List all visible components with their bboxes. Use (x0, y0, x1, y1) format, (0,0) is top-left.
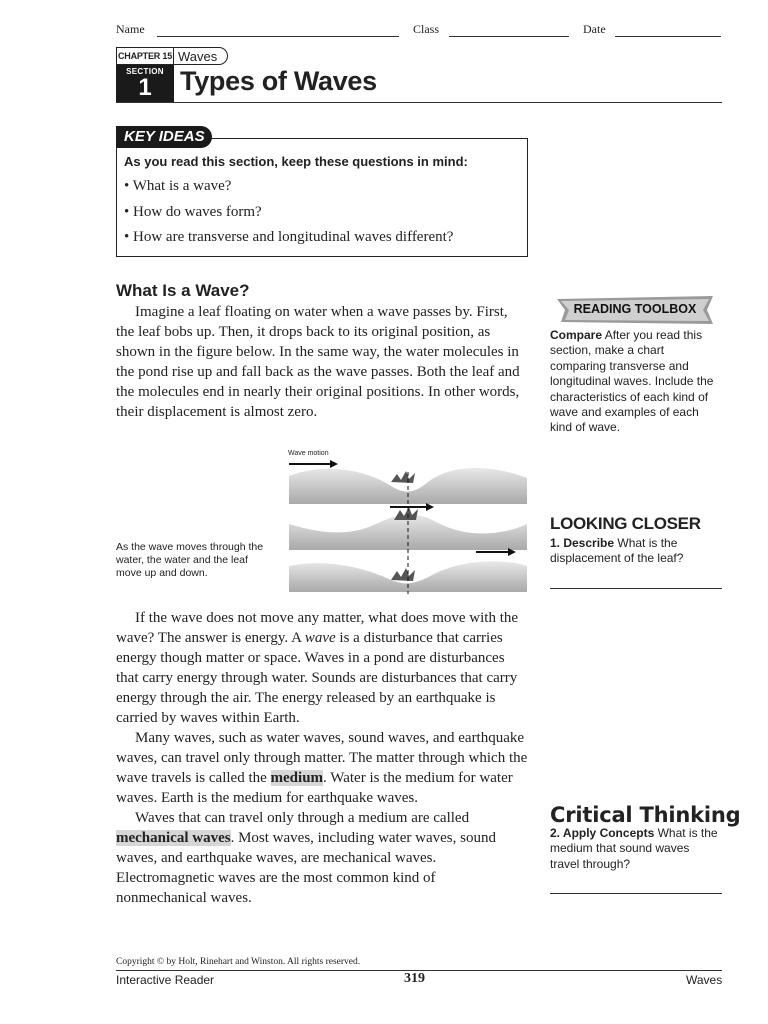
critical-thinking-heading: Critical Thinking (550, 803, 741, 827)
critical-thinking-question (550, 826, 722, 872)
text-run: Waves that can travel only through a medium are called (135, 810, 470, 826)
wave-figure (286, 458, 530, 594)
footer-right: Waves (686, 973, 723, 987)
leaf-icon (394, 507, 418, 520)
footer-left: Interactive Reader (116, 973, 215, 987)
section-badge (116, 65, 174, 103)
text-run: . Water is the medium for water waves. Earth is the medium for earthquake waves. (116, 770, 513, 806)
section-label: SECTION (126, 67, 164, 76)
term-medium: medium (270, 770, 324, 786)
date-label: Date (583, 22, 606, 36)
text-run: is a disturbance that carries energy though matter or space. Waves in a pond are disturbances that carry energy through water. Sounds are disturbances that carry energy through the air. The energy released by an earthquake is carried by waves within Earth. (116, 630, 518, 726)
text-run: . Most waves, including water waves, sound waves, and earthquake waves, are mechanical waves. Electromagnetic waves are the most common kind of nonmechanical waves. (116, 830, 496, 906)
key-ideas-tab: KEY IDEAS (116, 126, 212, 148)
looking-closer-question (550, 536, 722, 567)
text-run: After you read this section, make a chart comparing transverse and longitudinal waves. Include the characteristics of each kind of wave and examples of each kind of wave. (550, 328, 714, 435)
toolbox-text (550, 328, 722, 436)
wave-motion-arrow (289, 460, 338, 468)
paragraph-mechanical (116, 808, 528, 908)
term-wave: wave (304, 630, 336, 646)
leaf-icon (391, 568, 415, 581)
leaf-icon (391, 471, 415, 483)
question-lead: 2. Apply Concepts (550, 826, 655, 840)
key-idea-item: • How do waves form? (124, 204, 262, 220)
figure-caption: As the wave moves through the water, the water and the leaf move up and down. (116, 541, 264, 579)
term-mechanical-waves: mechanical waves (116, 830, 231, 846)
toolbox-lead: Compare (550, 328, 603, 342)
text-run: Many waves, such as water waves, sound waves, and earthquake waves, can travel only through matter. The matter through which the wave travels is called the (116, 730, 528, 786)
name-label: Name (116, 22, 145, 36)
text-run: What is the displacement of the leaf? (550, 536, 684, 566)
intro-paragraph (116, 302, 528, 422)
date-blank[interactable] (615, 36, 721, 37)
title-divider (116, 102, 722, 103)
chapter-topic: Waves (174, 47, 228, 65)
key-ideas-intro: As you read this section, keep these questions in mind: (124, 154, 468, 169)
question-lead: 1. Describe (550, 536, 615, 550)
paragraph-medium (116, 728, 528, 808)
section-heading: What Is a Wave? (116, 281, 250, 300)
page-number: 319 (404, 971, 425, 986)
chapter-label: CHAPTER 15 (116, 47, 174, 65)
section-number: 1 (138, 74, 152, 101)
paragraph-energy (116, 608, 528, 728)
text-run: If the wave does not move any matter, what does move with the wave? The answer is energy. A (116, 610, 519, 646)
figure-label: Wave motion (288, 450, 329, 457)
reading-toolbox-label: READING TOOLBOX (573, 302, 697, 316)
looking-closer-heading: LOOKING CLOSER (550, 514, 701, 533)
answer-line[interactable] (550, 588, 722, 589)
body-text (116, 608, 528, 908)
key-idea-item: • What is a wave? (124, 178, 232, 194)
class-blank[interactable] (449, 36, 569, 37)
text-run: What is the medium that sound waves travel through? (550, 826, 718, 871)
key-idea-item: • How are transverse and longitudinal waves different? (124, 229, 454, 245)
class-label: Class (413, 22, 440, 36)
name-blank[interactable] (157, 36, 399, 37)
answer-line[interactable] (550, 893, 722, 894)
copyright: Copyright © by Holt, Rinehart and Winston. All rights reserved. (116, 957, 361, 967)
wave-motion-arrow (390, 503, 434, 511)
intro-paragraph-text: Imagine a leaf floating on water when a wave passes by. First, the leaf bobs up. Then, it drops back to its original position, as shown in the figure below. In the same way, the water molecules in the pond rise up and fall back as the wave passes. Both the leaf and the molecules end in nearly their original positions. In other words, their displacement is almost zero. (116, 304, 520, 420)
page-title: Types of Waves (180, 66, 377, 96)
